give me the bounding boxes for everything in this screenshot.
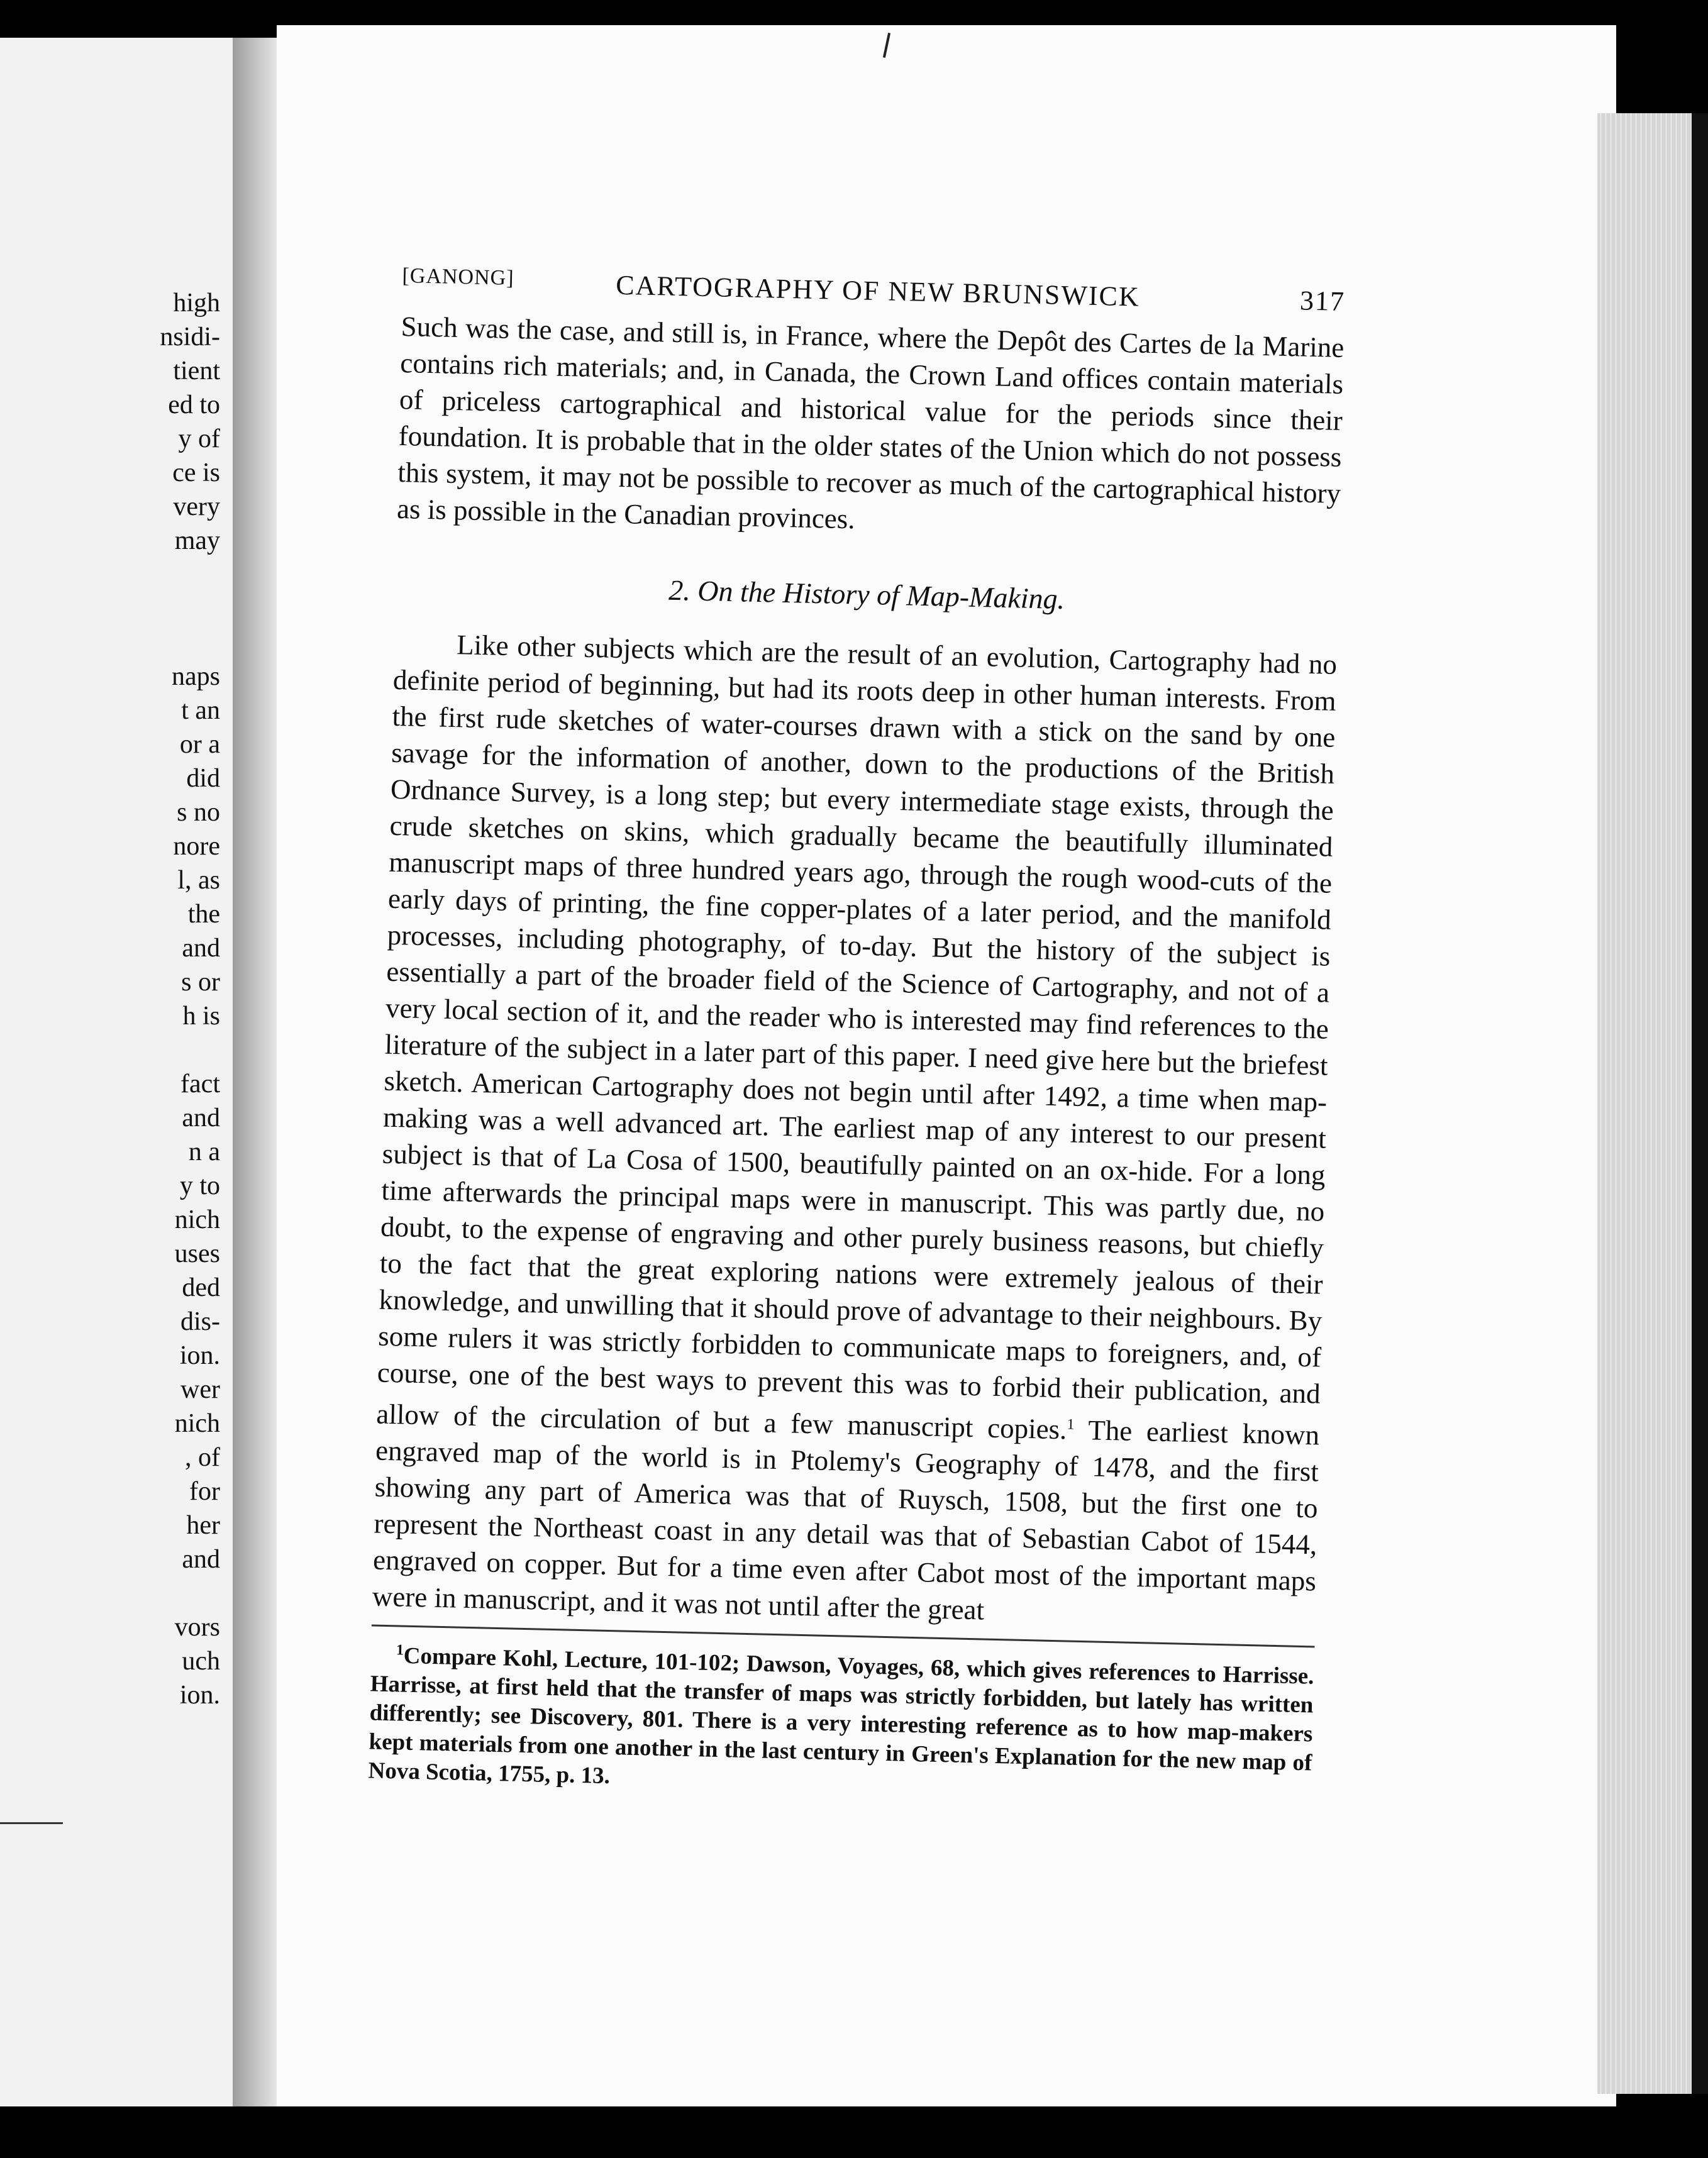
- left-page-text-fragments: [57, 286, 220, 1712]
- page-number: 317: [1299, 285, 1346, 318]
- section-heading: 2. On the History of Map-Making.: [668, 573, 1065, 616]
- left-page-line: [57, 558, 220, 592]
- left-page-line: n a: [188, 1137, 220, 1166]
- left-page-line: uses: [174, 1239, 220, 1268]
- left-page-line: wer: [180, 1375, 220, 1404]
- paragraph-1: Such was the case, and still is, in France, where the Depôt des Cartes de la Marine contains rich materials; and, in Canada, the Crown Land offices contain materials of priceless cartographical and historical value for the periods since their foundation. It is probable that in the older states of the Union which do not possess this system, it may not be possible to recover as much of the cartographical history as is possible in the Canadian provinces.: [396, 310, 1345, 535]
- left-page-line: naps: [172, 662, 220, 691]
- left-page-line: [57, 592, 220, 626]
- left-page-line: s or: [181, 968, 220, 997]
- left-page-line: ion.: [179, 1341, 220, 1370]
- left-page-line: [57, 1576, 220, 1610]
- left-page-line: y of: [178, 424, 220, 453]
- left-page-line: for: [189, 1477, 220, 1506]
- left-page-line: ded: [182, 1273, 220, 1302]
- left-page-line: did: [186, 764, 220, 793]
- left-page-line: dis-: [180, 1307, 220, 1336]
- left-page-line: [57, 1033, 220, 1067]
- left-page-line: or a: [179, 730, 220, 759]
- body-text: [372, 308, 1345, 1635]
- page-edges: [1597, 113, 1698, 2094]
- left-page-line: tient: [173, 357, 220, 385]
- left-page-line: l, as: [177, 866, 220, 895]
- left-facing-page: [0, 38, 236, 2106]
- paragraph-2-part-2: The earliest known engraved map of the world is in Ptolemy's Geography of 1478, and the first showing any part of America was that of Ruysch, 1508, but the first one to represent the Northeast coast in any detail was that of Sebastian Cabot of 1544, engraved on copper. But for a time even after Cabot most of the important maps were in manuscript, and it was not until after the great: [372, 1414, 1320, 1626]
- running-head-author: [GANONG]: [402, 264, 514, 290]
- left-page-line: and: [182, 1545, 220, 1574]
- left-page-line: , of: [185, 1443, 220, 1472]
- footnote-reference: 1: [1067, 1416, 1075, 1433]
- left-page-line: ion.: [179, 1681, 220, 1710]
- left-page-line: and: [182, 934, 220, 963]
- left-page-line: [57, 626, 220, 660]
- left-page-line: the: [187, 900, 220, 929]
- left-page-line: s no: [177, 798, 220, 827]
- left-page-line: h is: [182, 1002, 220, 1031]
- footnote: [368, 1635, 1314, 1807]
- left-page-line: nore: [173, 832, 220, 861]
- left-page-line: vors: [174, 1613, 220, 1642]
- paragraph-2-part-1: Like other subjects which are the result of an evolution, Cartography had no definite period of beginning, but had its roots deep in other human interests. From the first rude sketches of water-courses drawn with a stick on the sand by one savage for the information of another, down to the productions of the British Ordnance Survey, is a long step; but every intermediate stage exists, through the crude sketches on skins, which gradually became the beautifully illuminated manuscript maps of three hundred years ago, through the rough wood-cuts of the early days of printing, the fine copper-plates of a later period, and the manifold processes, including photography, of to-day. But the history of the subject is essentially a part of the broader field of the Science of Cartography, and not of a very local section of it, and the reader who is interested may find references to the literature of the subject in a later part of this paper. I need give here but the briefest sketch. American Cartography does not begin until after 1492, a time when map-making was a well advanced art. The earliest map of any interest to our present subject is that of La Cosa of 1500, beautifully painted on an ox-hide. For a long time afterwards the principal maps were in manuscript. This was partly due, no doubt, to the expense of engraving and other purely business reasons, but chiefly to the fact that the great exploring nations were extremely jealous of their knowledge, and unwilling that it should prove of advantage to their neighbours. By some rulers it was strictly forbidden to communicate maps to foreigners, and, of course, one of the best ways to prevent this was to forbid their publication, and allow of the circulation of but a few manuscript copies.: [375, 629, 1338, 1446]
- left-page-line: ed to: [168, 390, 220, 419]
- left-page-line: and: [182, 1104, 220, 1132]
- book-gutter-shadow: [233, 38, 277, 2106]
- page-content: [368, 264, 1346, 1807]
- left-page-line: nich: [174, 1205, 220, 1234]
- left-page-line: ce is: [172, 458, 220, 487]
- left-page-line: nsidi-: [160, 323, 220, 351]
- left-page-line: uch: [182, 1647, 220, 1676]
- left-page-line: very: [173, 492, 220, 521]
- paragraph-2: [372, 625, 1337, 1636]
- left-page-footnote-rule: [0, 1822, 63, 1824]
- footnote-text: Compare Kohl, Lecture, 101-102; Dawson, Voyages, 68, which gives references to Harrisse. Harrisse, at first held that the transfer of maps was strictly forbidden, but lately has written differently; see Discovery, 801. There is a very interesting reference as to how map-makers kept materials from one another in the last century in Green's Explanation for the new map of Nova Scotia, 1755, p. 13.: [368, 1642, 1314, 1790]
- scan-border: [1692, 113, 1708, 2094]
- left-page-line: nich: [174, 1409, 220, 1438]
- left-page-line: y to: [179, 1171, 220, 1200]
- running-head-title: CARTOGRAPHY OF NEW BRUNSWICK: [615, 269, 1141, 313]
- left-page-line: fact: [180, 1070, 220, 1098]
- footnote-number: 1: [396, 1642, 404, 1659]
- left-page-line: high: [173, 289, 220, 318]
- left-page-line: may: [174, 526, 220, 555]
- left-page-line: her: [186, 1511, 220, 1540]
- left-page-line: t an: [181, 696, 220, 725]
